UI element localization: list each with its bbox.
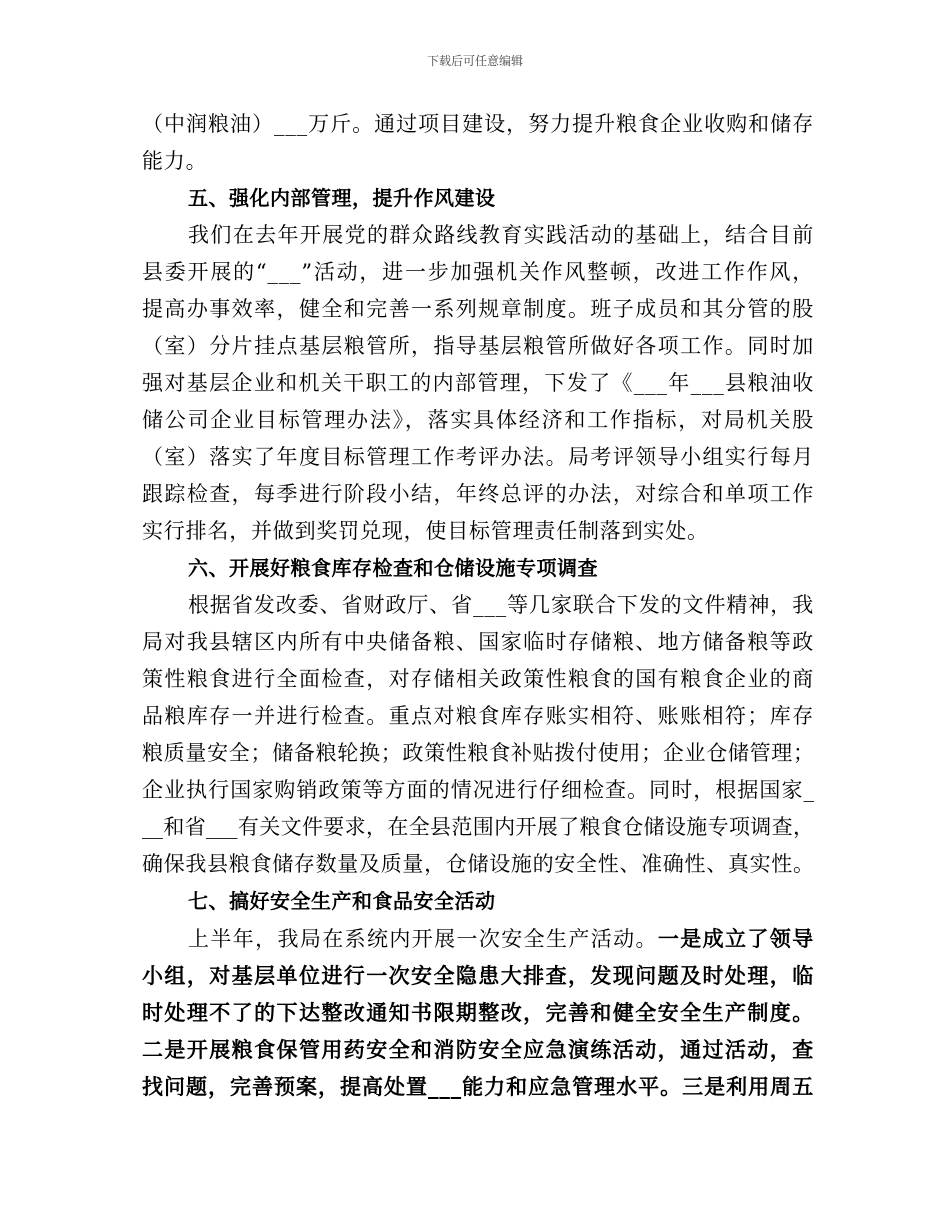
- paragraph-line: （室）落实了年度目标管理工作考评办法。局考评领导小组实行每月: [142, 445, 814, 469]
- paragraph-line: 强对基层企业和机关干职工的内部管理，下发了《___年___县粮油收: [142, 371, 814, 395]
- paragraph-line: 企业执行国家购销政策等方面的情况进行仔细检查。同时，根据国家_: [142, 778, 814, 802]
- section-heading: 六、开展好粮食库存检查和仓储设施专项调查: [188, 556, 598, 580]
- paragraph-line: 根据省发改委、省财政厅、省___等几家联合下发的文件精神，我: [188, 593, 814, 617]
- paragraph-line: 我们在去年开展党的群众路线教育实践活动的基础上，结合目前: [188, 223, 814, 247]
- paragraph-line: 提高办事效率，健全和完善一系列规章制度。班子成员和其分管的股: [142, 297, 814, 321]
- section-heading: 七、搞好安全生产和食品安全活动: [188, 889, 496, 913]
- document-body: [142, 106, 814, 1105]
- paragraph-line-bold: 找问题，完善预案，提高处置___能力和应急管理水平。三是利用周五: [142, 1074, 814, 1099]
- paragraph-line: 县委开展的“___”活动，进一步加强机关作风整顿，改进工作作风，: [142, 260, 814, 284]
- paragraph-line: [142, 920, 814, 957]
- paragraph-line: 品粮库存一并进行检查。重点对粮食库存账实相符、账账相符；库存: [142, 704, 814, 728]
- bold-text: 一是成立了领导: [657, 926, 814, 951]
- page-header: 下载后可任意编辑: [426, 54, 523, 68]
- paragraph-line: （室）分片挂点基层粮管所，指导基层粮管所做好各项工作。同时加: [142, 334, 814, 358]
- paragraph-line: 能力。: [142, 149, 208, 173]
- paragraph-line: 粮质量安全；储备粮轮换；政策性粮食补贴拨付使用；企业仓储管理；: [142, 741, 814, 765]
- paragraph-line: 跟踪检查，每季进行阶段小结，年终总评的办法，对综合和单项工作: [142, 482, 814, 506]
- paragraph-line: __和省___有关文件要求，在全县范围内开展了粮食仓储设施专项调查，: [142, 815, 814, 839]
- paragraph-line: 确保我县粮食储存数量及质量，仓储设施的安全性、准确性、真实性。: [142, 852, 814, 876]
- paragraph-line: 实行排名，并做到奖罚兑现，使目标管理责任制落到实处。: [142, 519, 709, 543]
- paragraph-line: （中润粮油）___万斤。通过项目建设，努力提升粮食企业收购和储存: [142, 112, 814, 136]
- paragraph-line: 策性粮食进行全面检查，对存储相关政策性粮食的国有粮食企业的商: [142, 667, 814, 691]
- plain-text: 上半年，我局在系统内开展一次安全生产活动。: [188, 927, 658, 951]
- paragraph-line-bold: 二是开展粮食保管用药安全和消防安全应急演练活动，通过活动，查: [142, 1037, 814, 1062]
- paragraph-line: 局对我县辖区内所有中央储备粮、国家临时存储粮、地方储备粮等政: [142, 630, 814, 654]
- paragraph-line-bold: 时处理不了的下达整改通知书限期整改，完善和健全安全生产制度。: [142, 1000, 814, 1025]
- paragraph-line: 储公司企业目标管理办法》，落实具体经济和工作指标，对局机关股: [142, 408, 814, 432]
- paragraph-line-bold: 小组，对基层单位进行一次安全隐患大排查，发现问题及时处理，临: [142, 963, 814, 988]
- section-heading: 五、强化内部管理，提升作风建设: [188, 186, 496, 210]
